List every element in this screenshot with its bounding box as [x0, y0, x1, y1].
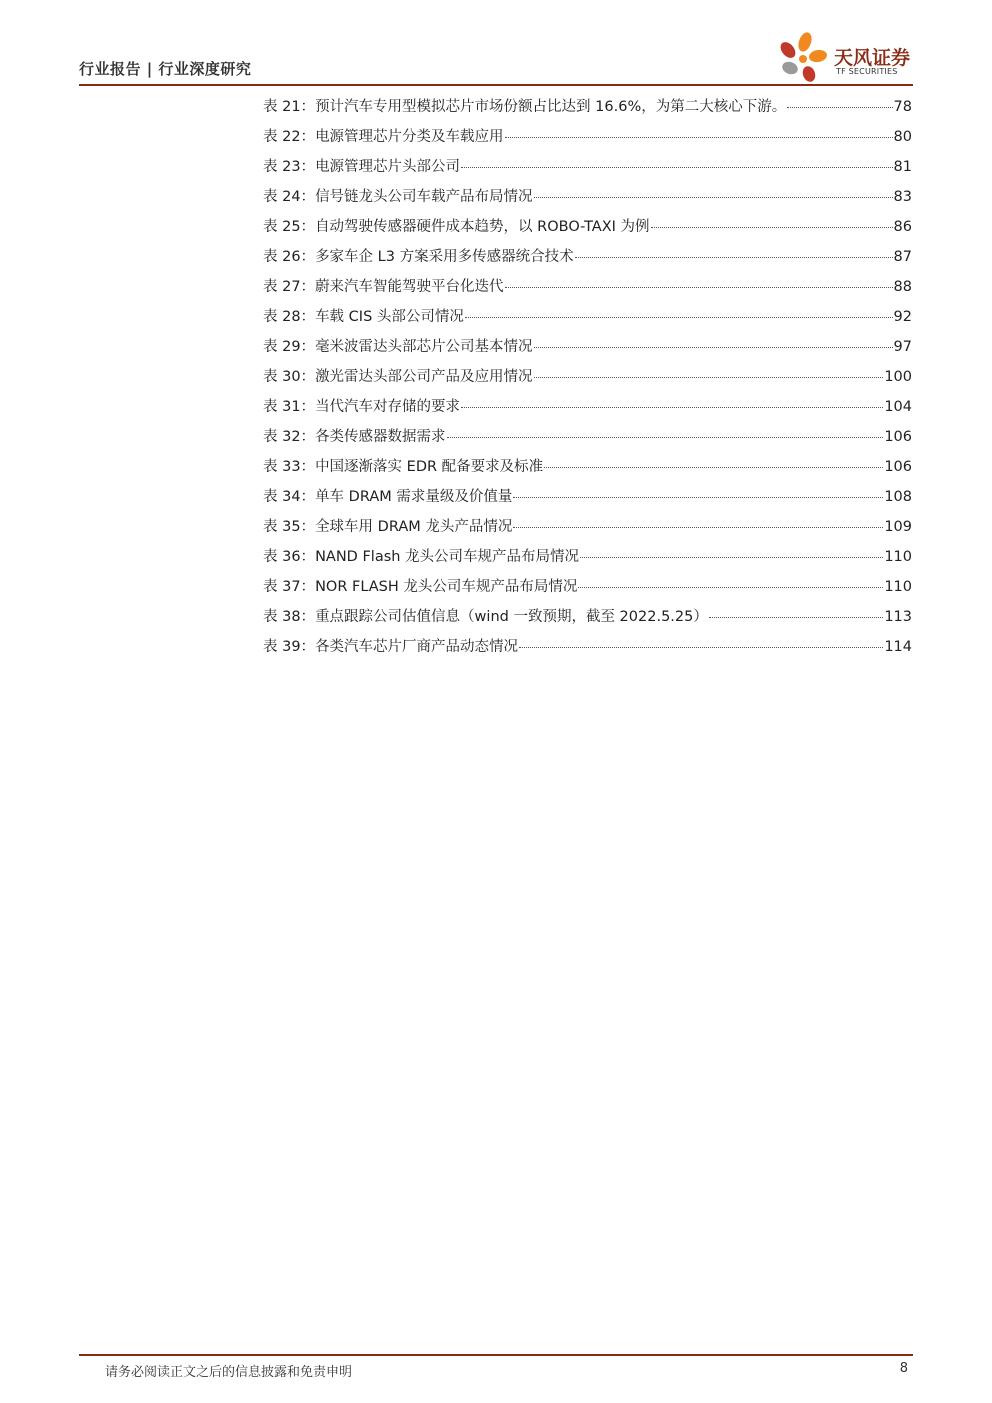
logo-name: 天风证券	[834, 47, 911, 69]
toc-entry[interactable]	[263, 332, 912, 362]
toc-entry-label: 表 27：	[263, 279, 316, 295]
header-divider	[79, 84, 913, 86]
flower-logo-icon	[776, 30, 834, 84]
toc-entry-title: 全球车用 DRAM 龙头产品情况	[315, 519, 513, 535]
toc-leader-dots	[461, 167, 892, 168]
toc-leader-dots	[787, 107, 892, 108]
toc-entry-title: 各类传感器数据需求	[315, 429, 446, 445]
toc-entry-label: 表 24：	[263, 189, 316, 205]
toc-entry[interactable]	[263, 482, 912, 512]
toc-entry-label: 表 31：	[263, 399, 316, 415]
company-logo	[776, 30, 918, 84]
toc-entry[interactable]	[263, 602, 912, 632]
toc-entry-heading	[263, 362, 533, 392]
toc-entry-page: 80	[893, 129, 912, 145]
toc-entry[interactable]	[263, 302, 912, 332]
toc-entry-title: 毫米波雷达头部芯片公司基本情况	[315, 339, 533, 355]
toc-entry-page: 83	[893, 189, 912, 205]
toc-entry-page: 106	[884, 429, 912, 445]
toc-entry-page: 88	[893, 279, 912, 295]
toc-entry-page: 92	[893, 309, 912, 325]
toc-entry-page: 86	[893, 219, 912, 235]
toc-leader-dots	[465, 317, 893, 318]
toc-entry-title: 蔚来汽车智能驾驶平台化迭代	[315, 279, 504, 295]
report-category: 行业报告 | 行业深度研究	[79, 60, 252, 78]
toc-entry-heading	[263, 332, 533, 362]
toc-entry-heading	[263, 182, 533, 212]
toc-entry-heading	[263, 422, 446, 452]
toc-entry-heading	[263, 122, 504, 152]
toc-entry[interactable]	[263, 422, 912, 452]
table-of-contents	[263, 92, 912, 662]
toc-entry[interactable]	[263, 572, 912, 602]
toc-entry-label: 表 35：	[263, 519, 316, 535]
toc-entry-page: 97	[893, 339, 912, 355]
toc-entry-page: 108	[884, 489, 912, 505]
toc-entry[interactable]	[263, 512, 912, 542]
toc-entry-title: 预计汽车专用型模拟芯片市场份额占比达到 16.6%，为第二大核心下游。	[315, 99, 787, 115]
toc-entry-heading	[263, 632, 518, 662]
toc-entry-label: 表 26：	[263, 249, 316, 265]
toc-entry-heading	[263, 572, 577, 602]
toc-entry-label: 表 29：	[263, 339, 316, 355]
toc-entry-title: 自动驾驶传感器硬件成本趋势，以 ROBO-TAXI 为例	[315, 219, 650, 235]
toc-entry-heading	[263, 482, 512, 512]
toc-leader-dots	[534, 377, 884, 378]
toc-entry-page: 100	[884, 369, 912, 385]
toc-entry[interactable]	[263, 152, 912, 182]
footer-divider	[79, 1354, 913, 1356]
toc-entry-title: 中国逐渐落实 EDR 配备要求及标准	[315, 459, 544, 475]
toc-leader-dots	[580, 557, 883, 558]
toc-leader-dots	[513, 527, 883, 528]
toc-entry[interactable]	[263, 392, 912, 422]
toc-entry-heading	[263, 302, 464, 332]
toc-leader-dots	[519, 647, 883, 648]
toc-leader-dots	[534, 347, 893, 348]
logo-subtitle: TF SECURITIES	[836, 67, 898, 76]
toc-entry[interactable]	[263, 182, 912, 212]
toc-entry-heading	[263, 602, 708, 632]
toc-entry-heading	[263, 152, 460, 182]
toc-entry-title: 电源管理芯片分类及车载应用	[315, 129, 504, 145]
toc-entry-label: 表 22：	[263, 129, 316, 145]
toc-entry-label: 表 32：	[263, 429, 316, 445]
toc-entry-title: 信号链龙头公司车载产品布局情况	[315, 189, 533, 205]
toc-entry-page: 106	[884, 459, 912, 475]
toc-entry-page: 78	[893, 99, 912, 115]
toc-entry-label: 表 37：	[263, 579, 316, 595]
toc-entry-title: 各类汽车芯片厂商产品动态情况	[315, 639, 519, 655]
toc-leader-dots	[513, 497, 883, 498]
footer-disclaimer: 请务必阅读正文之后的信息披露和免责申明	[105, 1365, 353, 1380]
toc-leader-dots	[505, 137, 893, 138]
toc-entry-heading	[263, 242, 574, 272]
toc-leader-dots	[709, 617, 883, 618]
toc-entry-page: 113	[884, 609, 912, 625]
toc-entry-title: 多家车企 L3 方案采用多传感器统合技术	[315, 249, 574, 265]
toc-entry-label: 表 38：	[263, 609, 316, 625]
toc-entry-page: 87	[893, 249, 912, 265]
toc-leader-dots	[447, 437, 884, 438]
toc-entry-title: NAND Flash 龙头公司车规产品布局情况	[315, 549, 580, 565]
toc-entry[interactable]	[263, 122, 912, 152]
toc-leader-dots	[575, 257, 893, 258]
toc-entry-title: 激光雷达头部公司产品及应用情况	[315, 369, 533, 385]
toc-entry-page: 109	[884, 519, 912, 535]
toc-leader-dots	[505, 287, 893, 288]
toc-entry-label: 表 39：	[263, 639, 316, 655]
toc-entry-heading	[263, 392, 460, 422]
toc-entry-label: 表 36：	[263, 549, 316, 565]
toc-entry-title: 重点跟踪公司估值信息（wind 一致预期，截至 2022.5.25）	[315, 609, 708, 625]
toc-entry-title: 当代汽车对存储的要求	[315, 399, 461, 415]
toc-entry[interactable]	[263, 542, 912, 572]
toc-entry-label: 表 30：	[263, 369, 316, 385]
toc-entry[interactable]	[263, 632, 912, 662]
toc-entry-label: 表 33：	[263, 459, 316, 475]
toc-leader-dots	[651, 227, 893, 228]
toc-leader-dots	[578, 587, 883, 588]
toc-entry-label: 表 34：	[263, 489, 316, 505]
toc-entry[interactable]	[263, 272, 912, 302]
toc-entry-page: 104	[884, 399, 912, 415]
toc-entry-title: 车载 CIS 头部公司情况	[315, 309, 464, 325]
toc-entry-heading	[263, 452, 543, 482]
toc-entry-label: 表 25：	[263, 219, 316, 235]
toc-entry-label: 表 23：	[263, 159, 316, 175]
toc-entry[interactable]	[263, 92, 912, 122]
toc-entry[interactable]	[263, 452, 912, 482]
toc-entry-label: 表 28：	[263, 309, 316, 325]
toc-entry-page: 114	[884, 639, 912, 655]
toc-entry-page: 110	[884, 549, 912, 565]
toc-entry-heading	[263, 542, 579, 572]
toc-entry-label: 表 21：	[263, 99, 316, 115]
toc-entry[interactable]	[263, 362, 912, 392]
page-number: 8	[899, 1361, 908, 1376]
toc-entry-heading	[263, 212, 650, 242]
toc-entry[interactable]	[263, 212, 912, 242]
toc-entry-page: 110	[884, 579, 912, 595]
toc-entry-title: NOR FLASH 龙头公司车规产品布局情况	[315, 579, 578, 595]
toc-entry[interactable]	[263, 242, 912, 272]
toc-entry-title: 电源管理芯片头部公司	[315, 159, 461, 175]
toc-entry-heading	[263, 512, 512, 542]
toc-leader-dots	[544, 467, 883, 468]
toc-leader-dots	[534, 197, 893, 198]
toc-entry-title: 单车 DRAM 需求量级及价值量	[315, 489, 513, 505]
toc-entry-page: 81	[893, 159, 912, 175]
toc-leader-dots	[461, 407, 883, 408]
toc-entry-heading	[263, 272, 504, 302]
toc-entry-heading	[263, 92, 786, 122]
